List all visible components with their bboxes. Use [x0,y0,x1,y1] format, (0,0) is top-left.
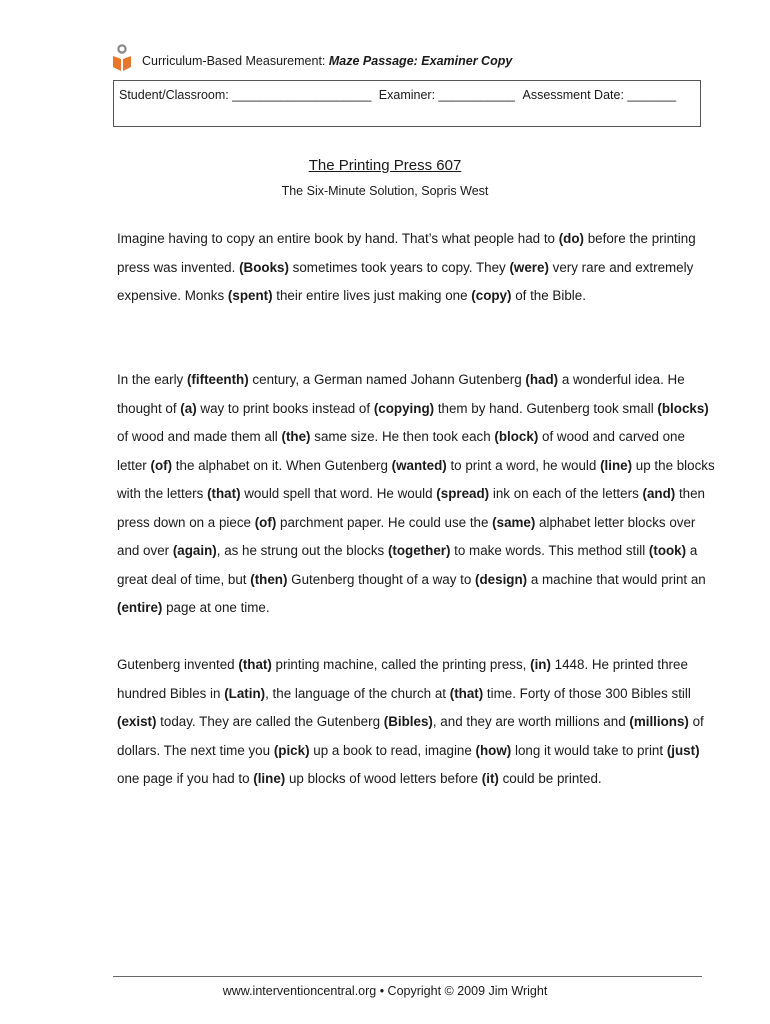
passage-text: a wonderful idea. He thought of [117,372,685,416]
passage-text: time. Forty of those 300 Bibles still [483,685,691,701]
maze-choice: (wanted) [391,457,447,473]
maze-choice: (then) [250,571,288,587]
passage-text: , as he strung out the blocks [216,543,388,558]
intervention-central-logo-icon [110,44,134,72]
examiner-field: Examiner: ___________ [378,88,515,102]
info-row [119,88,676,102]
passage-text: of wood and made them all [117,429,282,444]
maze-choice: (were) [509,259,549,275]
header-line [142,54,512,68]
maze-choice: (Bibles) [383,714,433,729]
maze-choice: (had) [525,372,559,387]
maze-choice: (the) [281,429,311,444]
maze-choice: (again) [172,543,217,558]
maze-choice: (copy) [471,288,512,303]
info-box [113,80,701,127]
passage-title: The Printing Press 607 [308,157,462,174]
maze-choice: (spent) [227,288,273,303]
header-subtitle: Maze Passage: Examiner Copy [328,54,513,68]
passage-source: The Six-Minute Solution, Sopris West [281,184,489,198]
maze-choice: (line) [600,457,633,473]
maze-choice: (entire) [117,600,163,615]
passage-text: of wood and carved one letter [117,429,685,473]
passage-text: today. They are called the Gutenberg [156,714,384,729]
passage-text: , the language of the church at [265,685,450,701]
passage-text: up blocks of wood letters before [285,771,482,786]
passage-text: Imagine having to copy an entire book by hand. That’s what people had to [117,231,559,246]
passage-text: could be printed. [498,771,602,786]
maze-choice: (do) [558,231,584,246]
passage-text: a machine that would print an [527,571,706,587]
assessment-date-field: Assessment Date: _______ [522,88,677,102]
passage-text: long it would take to print [511,742,667,758]
passage-text: sometimes took years to copy. They [288,259,510,275]
passage-text: In the early [117,372,187,387]
passage-text: way to print books instead of [196,400,374,416]
passage-text: a great deal of time, but [117,543,698,587]
maze-choice: (line) [253,771,286,786]
passage-text: up a book to read, imagine [309,742,476,758]
maze-choice: (Books) [239,259,289,275]
passage-text: one page if you had to [117,771,254,786]
passage-text: before the printing press was invented. [117,231,696,275]
maze-choice: (just) [666,742,700,758]
maze-choice: (how) [475,742,512,758]
maze-choice: (that) [207,486,241,501]
passage-text: printing machine, called the printing press, [271,657,531,672]
maze-choice: (in) [530,657,551,672]
maze-choice: (of) [254,514,277,530]
maze-choice: (Latin) [224,685,266,701]
passage-text: would spell that word. He would [240,486,437,501]
passage-text: their entire lives just making one [272,288,472,303]
maze-choice: (millions) [629,714,689,729]
passage-paragraph [117,366,717,623]
maze-choice: (it) [481,771,499,786]
maze-choice: (design) [475,571,528,587]
footer-divider [113,976,702,977]
maze-choice: (and) [642,486,676,501]
footer-text: www.interventioncentral.org • Copyright © 2009 Jim Wright [222,984,548,998]
passage-text: , and they are worth millions and [432,714,630,729]
passage-text: then press down on a piece [117,486,706,530]
passage-text: Gutenberg invented [117,657,239,672]
passage-paragraph [117,225,717,311]
passage-text: alphabet letter blocks over and over [117,514,696,558]
passage-text: to print a word, he would [446,457,601,473]
passage-text: the alphabet on it. When Gutenberg [172,457,392,473]
passage-text: 1448. He printed three hundred Bibles in [117,657,688,701]
maze-choice: (copying) [373,400,435,416]
passage-text: Gutenberg thought of a way to [287,571,476,587]
maze-choice: (together) [387,543,451,558]
passage-text: up the blocks with the letters [117,457,715,501]
passage-text: page at one time. [162,600,270,615]
passage-text: to make words. This method still [450,543,649,558]
maze-choice: (a) [180,400,197,416]
passage-text: ink on each of the letters [489,486,643,501]
header-prefix: Curriculum-Based Measurement: [142,54,329,68]
maze-choice: (that) [449,685,484,701]
passage-text: them by hand. Gutenberg took small [434,400,658,416]
maze-choice: (blocks) [657,400,709,416]
maze-choice: (block) [494,429,539,444]
passage-text: of the Bible. [511,288,586,303]
maze-choice: (pick) [273,742,310,758]
maze-choice: (exist) [117,714,157,729]
student-field: Student/Classroom: ____________________ [119,88,372,102]
maze-choice: (of) [150,457,173,473]
maze-choice: (that) [238,657,272,672]
passage-text: very rare and extremely expensive. Monks [117,259,694,303]
maze-choice: (took) [648,543,687,558]
passage-text: of dollars. The next time you [117,714,704,758]
maze-choice: (fifteenth) [186,372,249,387]
maze-choice: (spread) [436,486,490,501]
maze-choice: (same) [492,514,536,530]
passage-text: century, a German named Johann Gutenberg [248,372,526,387]
passage-text: parchment paper. He could use the [276,514,493,530]
passage-text: same size. He then took each [310,429,495,444]
passage-paragraph [117,651,717,794]
